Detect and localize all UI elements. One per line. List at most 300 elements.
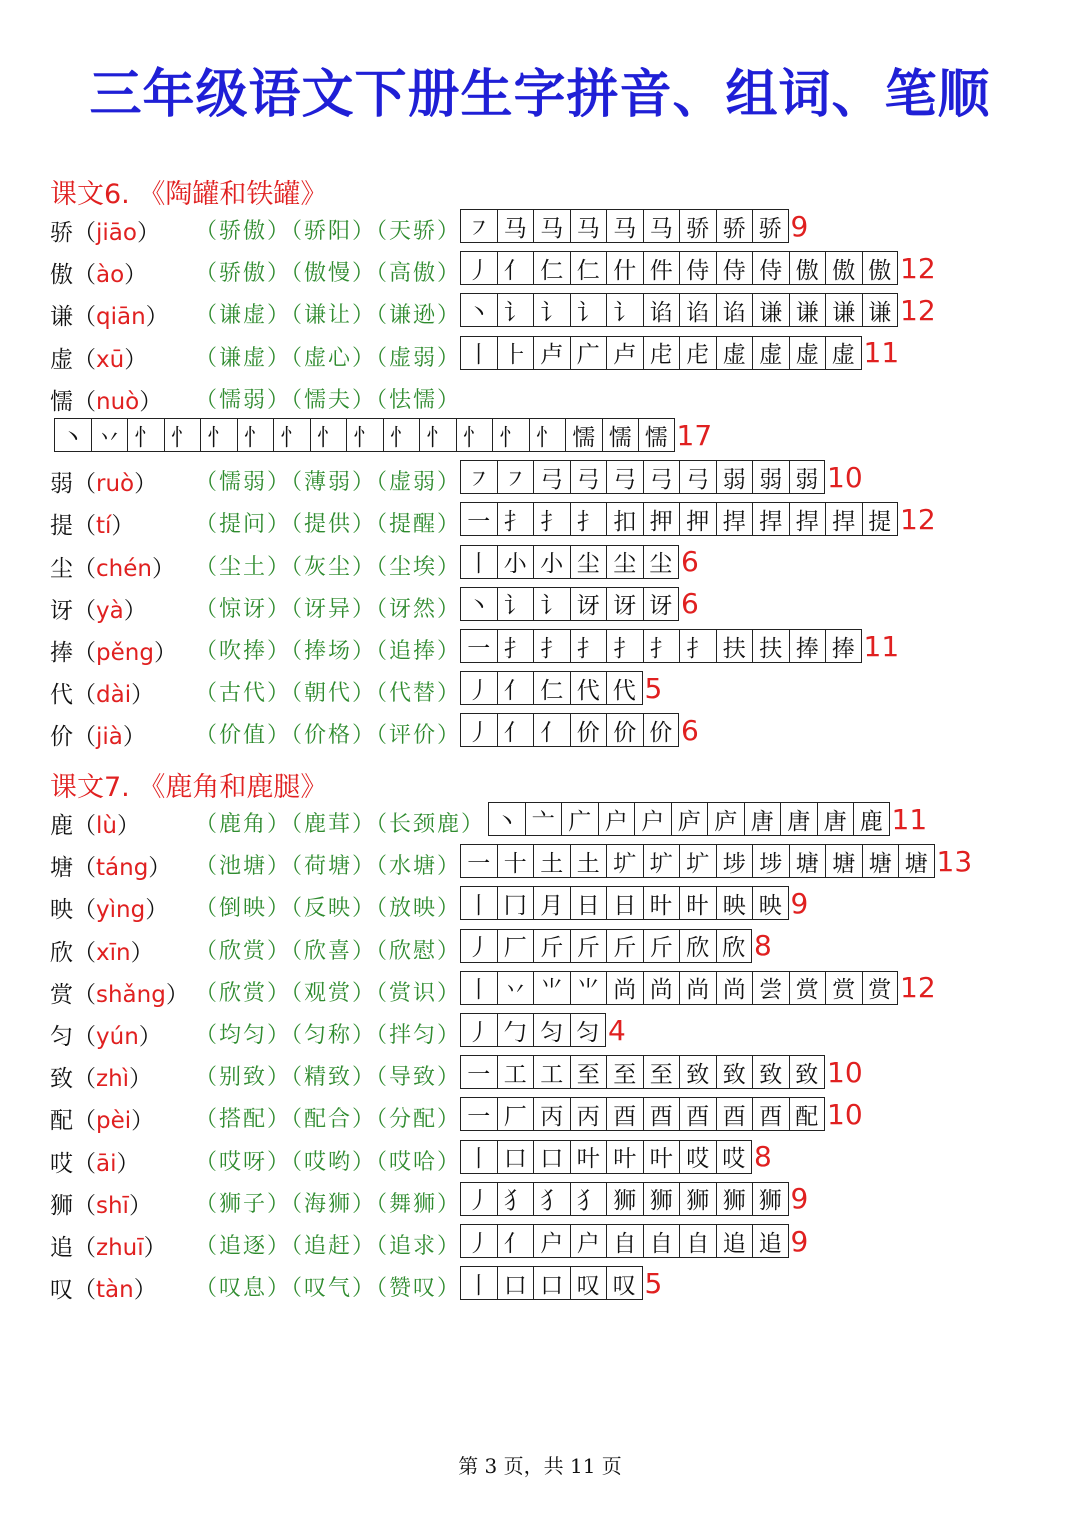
char-with-pinyin: 欣（xīn） (50, 939, 154, 966)
stroke-cell: 亻 (497, 713, 534, 747)
char: 提 (50, 513, 73, 540)
stroke-cell: 勹 (497, 1013, 534, 1047)
stroke-cell: 哎 (679, 1140, 716, 1174)
stroke-cell: 埗 (752, 844, 789, 878)
stroke-cell: 唐 (817, 802, 854, 836)
char-with-pinyin: 代（dài） (50, 682, 155, 709)
char-row (0, 459, 1080, 499)
char-row (0, 670, 1080, 710)
stroke-cell: 讠 (570, 293, 607, 327)
char-row (0, 1054, 1080, 1094)
stroke-order (460, 250, 936, 286)
stroke-cell: 斤 (606, 929, 643, 963)
word-group: （提问）（提供）（提醒） (195, 512, 462, 538)
char-row (0, 501, 1080, 541)
stroke-cell: 致 (752, 1055, 789, 1089)
stroke-cell: 丶 (488, 802, 525, 836)
word-group: （均匀）（匀称）（拌匀） (195, 1023, 462, 1048)
stroke-cell: 丨 (460, 886, 497, 920)
stroke-cell: 亻 (497, 671, 534, 705)
stroke-cell: 酉 (752, 1097, 789, 1131)
stroke-count: 8 (754, 1140, 772, 1174)
stroke-cell: 忄 (529, 418, 566, 452)
stroke-cell: 塘 (898, 844, 935, 878)
char-with-pinyin: 捧（pěng） (50, 640, 177, 666)
stroke-cell: 追 (752, 1224, 789, 1258)
stroke-order (460, 1265, 662, 1301)
char-row (0, 885, 1080, 925)
pinyin: xū (96, 346, 125, 373)
stroke-cell: 丿 (460, 1013, 497, 1047)
stroke-cell: 口 (497, 1266, 534, 1300)
stroke-cell: 侍 (716, 251, 753, 285)
stroke-cell: 傲 (789, 251, 826, 285)
char-with-pinyin: 尘（chén） (50, 555, 175, 582)
stroke-cell: 圹 (606, 844, 643, 878)
stroke-cell: 斤 (533, 929, 570, 963)
stroke-cell: 工 (497, 1055, 534, 1089)
char: 弱 (50, 471, 73, 498)
stroke-cell: 谄 (643, 293, 680, 327)
word-group: （懦弱）（薄弱）（虚弱） (195, 470, 462, 496)
stroke-cell: 忄 (237, 418, 274, 452)
stroke-cell: 口 (533, 1140, 570, 1174)
stroke-cell: 丿 (460, 1224, 497, 1258)
stroke-count: 11 (891, 802, 928, 836)
stroke-cell: 至 (570, 1055, 607, 1089)
stroke-cell: 哎 (716, 1140, 753, 1174)
char-with-pinyin: 塘（táng） (50, 855, 172, 882)
stroke-cell: 犭 (497, 1182, 534, 1216)
char: 傲 (50, 262, 73, 289)
stroke-cell: 亻 (533, 713, 570, 747)
stroke-cell: 塘 (789, 844, 826, 878)
word-group: （古代）（朝代）（代替） (195, 681, 462, 707)
stroke-count: 9 (790, 886, 809, 920)
char-with-pinyin: 讶（yà） (50, 597, 147, 624)
stroke-cell: 尘 (606, 545, 643, 579)
word-group: （欣赏）（欣喜）（欣慰） (195, 938, 462, 964)
stroke-cell: 赏 (825, 971, 862, 1005)
char-row (0, 1265, 1080, 1305)
stroke-cell: 谦 (825, 293, 862, 327)
stroke-cell: 件 (643, 251, 680, 285)
char-with-pinyin: 追（zhuī） (50, 1235, 167, 1261)
pinyin: táng (96, 855, 149, 882)
stroke-cell: 狮 (752, 1182, 789, 1216)
stroke-order (460, 1054, 863, 1090)
stroke-count: 6 (681, 545, 699, 579)
char-row (0, 1012, 1080, 1052)
stroke-cell: 亻 (497, 251, 534, 285)
stroke-order (460, 544, 699, 580)
char-row (0, 1096, 1080, 1136)
stroke-cell: 懦 (638, 418, 675, 452)
char: 谦 (50, 304, 73, 331)
word-group: （欣赏）（观赏）（赏识） (195, 980, 462, 1006)
stroke-cell: 扌 (606, 629, 643, 663)
stroke-cell: 弱 (752, 460, 789, 494)
char: 讶 (50, 597, 73, 624)
stroke-cell: 户 (634, 802, 671, 836)
stroke-cell: 叶 (643, 1140, 680, 1174)
stroke-count: 12 (900, 502, 936, 536)
stroke-cell: 厂 (497, 929, 534, 963)
stroke-cell: 马 (533, 209, 570, 243)
stroke-row (0, 417, 1080, 457)
pinyin: xīn (96, 939, 131, 966)
stroke-cell: 押 (679, 502, 716, 536)
stroke-cell: 虍 (643, 336, 680, 370)
stroke-cell: 一 (460, 1097, 497, 1131)
stroke-cell: 犭 (570, 1182, 607, 1216)
stroke-cell: 讶 (643, 587, 680, 621)
stroke-cell: 日 (606, 886, 643, 920)
stroke-cell: 丿 (460, 251, 497, 285)
pinyin: ruò (96, 471, 135, 498)
char: 虚 (50, 346, 73, 373)
char: 懦 (50, 388, 73, 415)
stroke-cell: 扌 (533, 629, 570, 663)
char-with-pinyin: 配（pèi） (50, 1108, 155, 1135)
stroke-cell: 价 (643, 713, 680, 747)
stroke-cell: 谦 (862, 293, 899, 327)
stroke-cell: 捍 (825, 502, 862, 536)
stroke-count: 10 (827, 1097, 863, 1131)
page-footer: 第 3 页，共 11 页 (458, 1454, 622, 1478)
lesson-heading: 课文7. 《鹿角和鹿腿》 (50, 772, 328, 803)
stroke-count: 9 (790, 1224, 809, 1258)
char: 叹 (50, 1277, 73, 1304)
stroke-count: 10 (827, 1055, 863, 1089)
stroke-cell: 卢 (606, 336, 643, 370)
stroke-cell: 仁 (533, 251, 570, 285)
page-title: 三年级语文下册生字拼音、组词、笔顺 (89, 65, 991, 125)
stroke-cell: 丶 (460, 587, 497, 621)
stroke-cell: 扶 (752, 629, 789, 663)
char-with-pinyin: 提（tí） (50, 513, 135, 540)
stroke-cell: 日 (570, 886, 607, 920)
stroke-cell: 骄 (752, 209, 789, 243)
pinyin: jià (96, 724, 123, 751)
stroke-cell: 埗 (716, 844, 753, 878)
char: 映 (50, 897, 73, 924)
word-group: （池塘）（荷塘）（水塘） (195, 854, 462, 880)
char-row (0, 586, 1080, 626)
pinyin: pèi (96, 1108, 132, 1135)
stroke-cell: 配 (789, 1097, 826, 1131)
stroke-order (460, 928, 772, 964)
stroke-cell: 懦 (565, 418, 602, 452)
stroke-cell: 忄 (200, 418, 237, 452)
stroke-cell: 厂 (497, 1097, 534, 1131)
stroke-cell: 酉 (606, 1097, 643, 1131)
stroke-cell: 虚 (752, 336, 789, 370)
stroke-cell: 谄 (679, 293, 716, 327)
char: 匀 (50, 1024, 73, 1050)
stroke-cell: 捧 (825, 629, 862, 663)
stroke-cell: 扌 (497, 502, 534, 536)
stroke-cell: 自 (606, 1224, 643, 1258)
stroke-cell: 酉 (716, 1097, 753, 1131)
stroke-cell: 酉 (679, 1097, 716, 1131)
stroke-cell: 丙 (533, 1097, 570, 1131)
stroke-count: 4 (608, 1013, 626, 1047)
stroke-cell: 匀 (533, 1013, 570, 1047)
word-group: （别致）（精致）（导致） (195, 1065, 462, 1091)
stroke-cell: 至 (643, 1055, 680, 1089)
stroke-cell: 马 (497, 209, 534, 243)
stroke-order (460, 670, 662, 706)
stroke-count: 11 (863, 629, 900, 663)
stroke-cell: 谄 (716, 293, 753, 327)
char-with-pinyin: 骄（jiāo） (50, 220, 160, 246)
stroke-cell: 忄 (383, 418, 420, 452)
char-row (0, 628, 1080, 668)
stroke-cell: 冂 (497, 886, 534, 920)
stroke-cell: 弱 (716, 460, 753, 494)
stroke-order (460, 586, 699, 622)
stroke-cell: 忄 (127, 418, 164, 452)
char-row (0, 544, 1080, 584)
stroke-cell: 口 (533, 1266, 570, 1300)
stroke-cell: ⺊ (497, 336, 534, 370)
char-row (0, 377, 1080, 417)
stroke-cell: 忄 (164, 418, 201, 452)
stroke-cell: ㇇ (460, 209, 497, 243)
stroke-cell: 丨 (460, 971, 497, 1005)
stroke-cell: 扌 (679, 629, 716, 663)
stroke-order (460, 1012, 626, 1048)
stroke-cell: 捍 (716, 502, 753, 536)
char: 价 (50, 724, 73, 751)
stroke-cell: 唐 (744, 802, 781, 836)
stroke-cell: 扶 (716, 629, 753, 663)
stroke-cell: 弱 (789, 460, 826, 494)
stroke-order (460, 1096, 863, 1132)
char: 致 (50, 1066, 73, 1093)
stroke-cell: 致 (679, 1055, 716, 1089)
stroke-count: 8 (754, 929, 772, 963)
stroke-cell: 骄 (716, 209, 753, 243)
stroke-cell: 丶 (54, 418, 91, 452)
stroke-count: 6 (681, 713, 699, 747)
stroke-cell: ㇇ (460, 460, 497, 494)
stroke-order (460, 459, 863, 495)
pinyin: shǎng (96, 981, 166, 1008)
stroke-cell: 弓 (533, 460, 570, 494)
stroke-cell: 虍 (679, 336, 716, 370)
stroke-cell: 欣 (679, 929, 716, 963)
stroke-cell: 塘 (825, 844, 862, 878)
stroke-cell: 丿 (460, 671, 497, 705)
stroke-cell: 丙 (570, 1097, 607, 1131)
stroke-cell: 唐 (780, 802, 817, 836)
stroke-cell: 马 (643, 209, 680, 243)
stroke-count: 9 (790, 209, 809, 243)
stroke-cell: 工 (533, 1055, 570, 1089)
stroke-order (460, 712, 699, 748)
stroke-cell: 虚 (789, 336, 826, 370)
stroke-cell: 广 (561, 802, 598, 836)
pinyin: jiāo (96, 220, 137, 246)
word-group: （追逐）（追赶）（追求） (195, 1234, 462, 1259)
char: 代 (50, 682, 73, 709)
stroke-cell: ⺌ (570, 971, 607, 1005)
stroke-cell: 丨 (460, 336, 497, 370)
stroke-cell: 什 (606, 251, 643, 285)
pinyin: lù (96, 813, 117, 839)
pinyin: yìng (96, 897, 146, 924)
stroke-cell: 圹 (679, 844, 716, 878)
stroke-cell: 口 (497, 1140, 534, 1174)
word-group: （惊讶）（讶异）（讶然） (195, 596, 462, 622)
stroke-cell: 忄 (419, 418, 456, 452)
stroke-cell: 马 (606, 209, 643, 243)
char-row (0, 970, 1080, 1010)
stroke-cell: 丨 (460, 545, 497, 579)
stroke-cell: 讠 (497, 587, 534, 621)
stroke-cell: 一 (460, 844, 497, 878)
char-row (0, 208, 1080, 248)
stroke-cell: 小 (497, 545, 534, 579)
stroke-cell: 代 (606, 671, 643, 705)
stroke-cell: 土 (533, 844, 570, 878)
stroke-cell: 讠 (606, 293, 643, 327)
word-group: （骄傲）（骄阳）（天骄） (195, 219, 462, 244)
stroke-cell: 十 (497, 844, 534, 878)
stroke-cell: 鹿 (853, 802, 890, 836)
stroke-cell: 一 (460, 502, 497, 536)
stroke-cell: 傲 (862, 251, 899, 285)
stroke-count: 6 (681, 587, 699, 621)
char: 配 (50, 1108, 73, 1135)
stroke-cell: 狮 (643, 1182, 680, 1216)
stroke-order (460, 1181, 808, 1217)
pinyin: tàn (96, 1277, 134, 1304)
stroke-order (460, 208, 808, 244)
stroke-order (460, 501, 936, 537)
stroke-cell: 叶 (606, 1140, 643, 1174)
pinyin: yà (96, 597, 124, 624)
char-with-pinyin: 傲（ào） (50, 262, 148, 289)
stroke-cell: 扌 (497, 629, 534, 663)
stroke-cell: 讠 (497, 293, 534, 327)
stroke-cell: 旪 (679, 886, 716, 920)
stroke-cell: 尚 (679, 971, 716, 1005)
char: 狮 (50, 1192, 73, 1219)
char-row (0, 1223, 1080, 1263)
stroke-cell: 代 (570, 671, 607, 705)
stroke-cell: 自 (679, 1224, 716, 1258)
stroke-cell: 弓 (643, 460, 680, 494)
stroke-cell: 讶 (606, 587, 643, 621)
char-with-pinyin: 谦（qiān） (50, 304, 169, 331)
stroke-cell: 捍 (752, 502, 789, 536)
stroke-count: 12 (900, 293, 936, 327)
lesson-heading: 课文6. 《陶罐和铁罐》 (50, 179, 328, 210)
stroke-order (460, 1223, 808, 1259)
char: 尘 (50, 555, 73, 582)
char-row (0, 843, 1080, 883)
word-group: （谦虚）（谦让）（谦逊） (195, 303, 462, 329)
char: 哎 (50, 1150, 73, 1177)
char-row (0, 292, 1080, 332)
word-group: （谦虚）（虚心）（虚弱） (195, 345, 462, 371)
stroke-cell: 仁 (533, 671, 570, 705)
stroke-cell: 弓 (679, 460, 716, 494)
stroke-count: 13 (936, 844, 973, 878)
stroke-cell: 忄 (492, 418, 529, 452)
stroke-cell: 酉 (643, 1097, 680, 1131)
stroke-cell: 弓 (606, 460, 643, 494)
stroke-cell: 卢 (533, 336, 570, 370)
char: 欣 (50, 939, 73, 966)
stroke-cell: 虚 (716, 336, 753, 370)
stroke-cell: 亠 (525, 802, 562, 836)
pinyin: ào (96, 262, 125, 289)
pinyin: dài (96, 682, 132, 709)
stroke-order (460, 843, 972, 879)
stroke-cell: 尚 (716, 971, 753, 1005)
stroke-cell: 旪 (643, 886, 680, 920)
stroke-order (460, 292, 936, 328)
stroke-cell: 丿 (460, 1182, 497, 1216)
stroke-cell: 谦 (752, 293, 789, 327)
char: 赏 (50, 981, 73, 1008)
char-with-pinyin: 懦（nuò） (50, 388, 163, 415)
stroke-cell: 捍 (789, 502, 826, 536)
char-row (0, 712, 1080, 752)
stroke-cell: 忄 (346, 418, 383, 452)
stroke-cell: 尚 (606, 971, 643, 1005)
stroke-cell: ㇇ (497, 460, 534, 494)
stroke-cell: 马 (570, 209, 607, 243)
word-group: （骄傲）（傲慢）（高傲） (195, 261, 462, 287)
stroke-count: 10 (827, 460, 863, 494)
stroke-cell: 土 (570, 844, 607, 878)
stroke-cell: 户 (598, 802, 635, 836)
stroke-cell: 一 (460, 629, 497, 663)
stroke-cell: 小 (533, 545, 570, 579)
stroke-cell: 赏 (789, 971, 826, 1005)
char-row (0, 250, 1080, 290)
stroke-cell: 庐 (671, 802, 708, 836)
stroke-cell: 丷 (497, 971, 534, 1005)
char-with-pinyin: 鹿（lù） (50, 813, 140, 839)
stroke-order (460, 1139, 772, 1175)
stroke-count: 17 (676, 418, 713, 452)
stroke-cell: 捧 (789, 629, 826, 663)
stroke-cell: 忄 (310, 418, 347, 452)
stroke-order (460, 970, 936, 1006)
stroke-cell: 匀 (570, 1013, 607, 1047)
stroke-cell: 谦 (789, 293, 826, 327)
char-with-pinyin: 虚（xū） (50, 346, 148, 373)
stroke-cell: 弓 (570, 460, 607, 494)
word-group: （倒映）（反映）（放映） (195, 896, 462, 922)
stroke-cell: 户 (533, 1224, 570, 1258)
char: 塘 (50, 855, 73, 882)
stroke-cell: 讶 (570, 587, 607, 621)
stroke-cell: 追 (716, 1224, 753, 1258)
stroke-cell: 狮 (716, 1182, 753, 1216)
pinyin: zhì (96, 1066, 130, 1093)
char-with-pinyin: 价（jià） (50, 724, 146, 751)
stroke-cell: 丨 (460, 1266, 497, 1300)
stroke-cell: 丶 (460, 293, 497, 327)
stroke-cell: 斤 (570, 929, 607, 963)
